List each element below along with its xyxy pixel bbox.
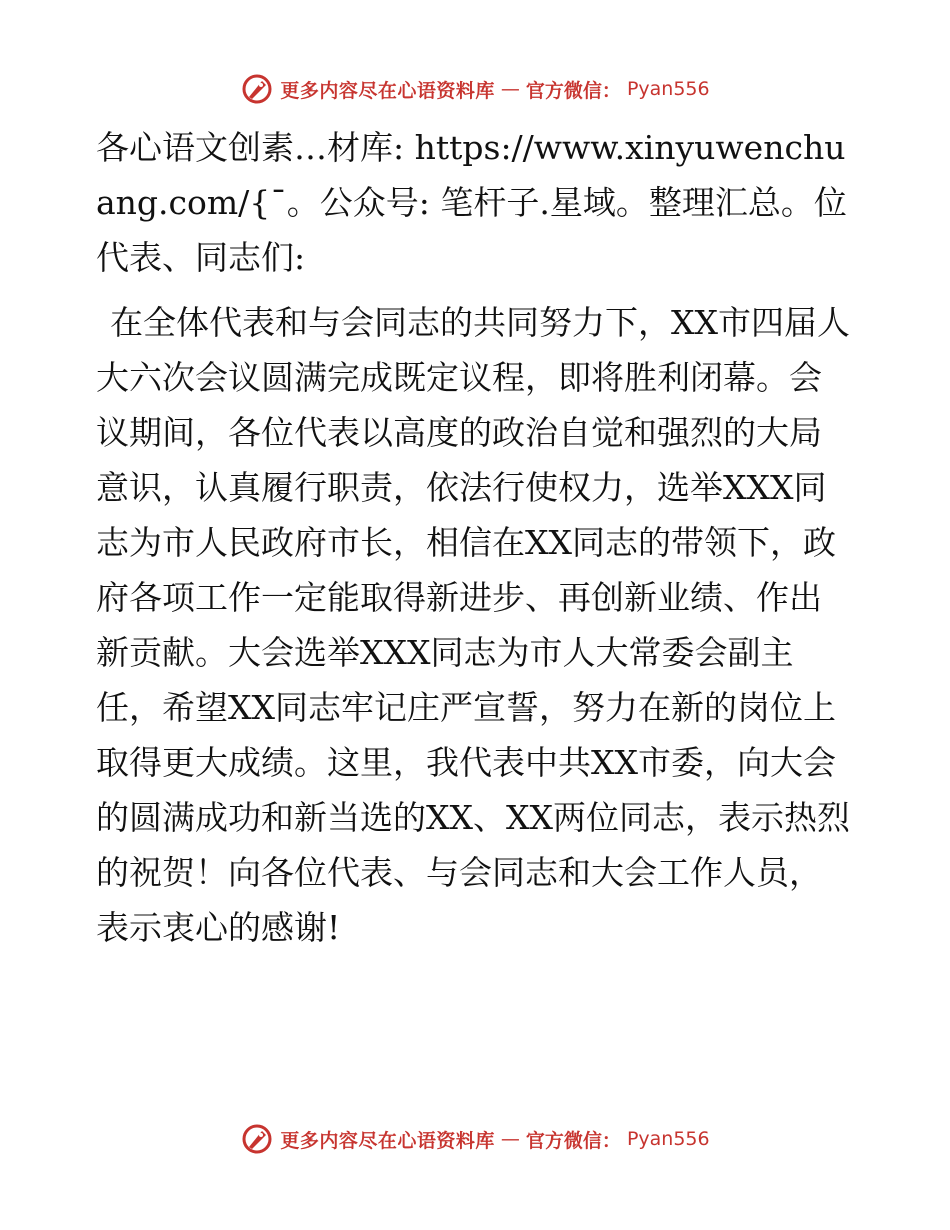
banner-main-text: 更多内容尽在心语资料库 bbox=[280, 79, 495, 102]
banner-separator: — bbox=[500, 78, 520, 100]
footer-banner bbox=[0, 1122, 950, 1156]
intro-paragraph: 各心语文创素…材库: https://www.xinyuwenchuang.com/{¯。公众号: 笔杆子.星域。整理汇总。位代表、同志们: bbox=[96, 128, 847, 277]
banner-wechat-id: Pyan556 bbox=[626, 1128, 710, 1150]
document-body bbox=[96, 120, 852, 955]
speech-paragraph: 在全体代表和与会同志的共同努力下，XX市四届人大六次会议圆满完成既定议程，即将胜利闭幕。会议期间，各位代表以高度的政治自觉和强烈的大局意识，认真履行职责，依法行使权力，选举XXX同志为市人民政府市长，相信在XX同志的带领下，政府各项工作一定能取得新进步、再创新业绩、作出新贡献。大会选举XXX同志为市人大常委会副主任，希望XX同志牢记庄严宣誓，努力在新的岗位上取得更大成绩。这里，我代表中共XX市委，向大会的圆满成功和新当选的XX、XX两位同志，表示热烈的祝贺！向各位代表、与会同志和大会工作人员，表示衷心的感谢! bbox=[96, 303, 850, 947]
banner-separator: — bbox=[500, 1128, 520, 1150]
header-banner bbox=[0, 72, 950, 106]
pen-nib-logo-icon bbox=[240, 1122, 274, 1156]
banner-wechat-id: Pyan556 bbox=[626, 78, 710, 100]
banner-wechat-label: 官方微信： bbox=[525, 1129, 621, 1152]
banner-main-text: 更多内容尽在心语资料库 bbox=[280, 1129, 495, 1152]
banner-wechat-label: 官方微信： bbox=[525, 79, 621, 102]
pen-nib-logo-icon bbox=[240, 72, 274, 106]
